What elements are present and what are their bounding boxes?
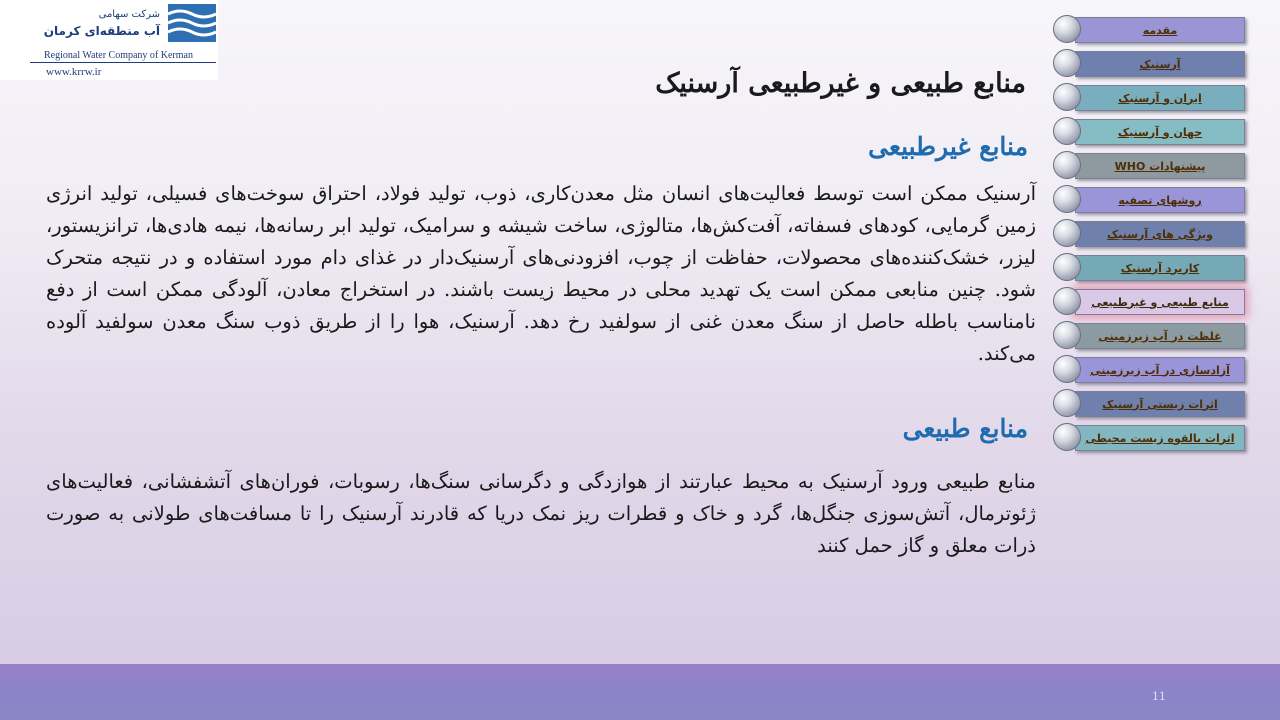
menu-item-label: منابع طبیعی و غیرطبیعی (1091, 295, 1229, 309)
menu-item-bar[interactable] (1075, 289, 1245, 315)
sphere-bullet-icon (1053, 83, 1081, 111)
menu-item[interactable] (1053, 321, 1248, 351)
sphere-bullet-icon (1053, 151, 1081, 179)
menu-item-bar[interactable] (1075, 255, 1245, 281)
section-heading-non-natural: منابع غیرطبیعی (868, 132, 1028, 161)
menu-item-bar[interactable] (1075, 323, 1245, 349)
menu-item-label: پیشنهادات WHO (1114, 159, 1206, 173)
menu-item-bar[interactable] (1075, 425, 1245, 451)
sphere-bullet-icon (1053, 15, 1081, 43)
menu-item-bar[interactable] (1075, 187, 1245, 213)
menu-item[interactable] (1053, 151, 1248, 181)
logo-company-name-en: Regional Water Company of Kerman (44, 50, 193, 61)
menu-item-label: کاربرد آرسنیک (1120, 261, 1200, 275)
sphere-bullet-icon (1053, 287, 1081, 315)
logo-company-name-fa: آب منطقه‌ای کرمان (43, 24, 160, 38)
menu-item-label: ایران و آرسنیک (1118, 91, 1202, 105)
menu-item[interactable] (1053, 185, 1248, 215)
logo-divider (30, 62, 216, 63)
menu-item-label: آرسنیک (1139, 57, 1181, 71)
section-text-non-natural: آرسنیک ممکن است توسط فعالیت‌های انسان مثل معدن‌کاری، ذوب، تولید فولاد، احتراق سوخت‌های فسیلی، تولید انرژی زمین گرمایی، کودهای فسفاته، آفت‌کش‌ها، متالوژی، ساخت شیشه و سرامیک، تولید ابر رسانه‌ها، نیمه هادی‌ها، ترانزیستور، لیزر، خشک‌کننده‌های محصولات، حفاظت از چوب، افزودنی‌های آرسنیک‌دار در غذای دام مورد استفاده و در نتیجه متحرک شود. چنین منابعی ممکن است یک تهدید محلی در محیط زیست باشند. در استخراج معادن، آلودگی ممکن است از دفع نامناسب باطله حاصل از سنگ معدن غنی از سولفید رخ دهد. آرسنیک، هوا را از طریق ذوب سنگ معدن سولفید آلوده می‌کند. (46, 182, 1036, 365)
sphere-bullet-icon (1053, 185, 1081, 213)
section-heading-natural: منابع طبیعی (902, 414, 1028, 443)
sphere-bullet-icon (1053, 117, 1081, 145)
menu-item[interactable] (1053, 423, 1248, 453)
menu-item-label: غلظت در آب زیرزمینی (1098, 329, 1222, 343)
menu-item-bar[interactable] (1075, 221, 1245, 247)
sphere-bullet-icon (1053, 389, 1081, 417)
menu-item[interactable] (1053, 117, 1248, 147)
sphere-bullet-icon (1053, 423, 1081, 451)
menu-item-bar[interactable] (1075, 85, 1245, 111)
menu-item-label: ویژگی های آرسنیک (1107, 227, 1213, 241)
water-waves-icon (168, 4, 216, 42)
menu-item[interactable] (1053, 287, 1248, 317)
menu-item-label: جهان و آرسنیک (1117, 125, 1203, 139)
menu-item-label: روشهای تصفیه (1118, 193, 1202, 207)
menu-item-bar[interactable] (1075, 119, 1245, 145)
page-title: منابع طبیعی و غیرطبیعی آرسنیک (655, 68, 1026, 99)
menu-item-bar[interactable] (1075, 391, 1245, 417)
footer-bar (0, 664, 1280, 720)
menu-item-label: آزادسازی در آب زیرزمینی (1090, 363, 1230, 377)
menu-item-label: اثرات بالقوه زیست محیطی (1085, 431, 1235, 445)
menu-item-label: مقدمه (1142, 23, 1178, 37)
sphere-bullet-icon (1053, 49, 1081, 77)
sphere-bullet-icon (1053, 321, 1081, 349)
menu-item[interactable] (1053, 15, 1248, 45)
menu-item-bar[interactable] (1075, 17, 1245, 43)
page-number: 11 (1152, 690, 1166, 703)
menu-item[interactable] (1053, 219, 1248, 249)
logo-company-type: شرکت سهامی (98, 9, 160, 20)
menu-item[interactable] (1053, 355, 1248, 385)
menu-item[interactable] (1053, 49, 1248, 79)
company-logo (0, 0, 218, 80)
sphere-bullet-icon (1053, 219, 1081, 247)
sphere-bullet-icon (1053, 253, 1081, 281)
menu-item[interactable] (1053, 253, 1248, 283)
menu-item-label: اثرات زیستی آرسنیک (1102, 397, 1218, 411)
menu-item-bar[interactable] (1075, 153, 1245, 179)
menu-item[interactable] (1053, 83, 1248, 113)
section-text-natural: منابع طبیعی ورود آرسنیک به محیط عبارتند از هوازدگی و دگرسانی سنگ‌ها، رسوبات، فوران‌های آتشفشانی، فعالیت‌های ژئوترمال، آتش‌سوزی جنگل‌ها، گرد و خاک و قطرات ریز نمک دریا که قادرند آرسنیک را تا مسافت‌های طولانی به صورت ذرات معلق و گاز حمل کنند (46, 470, 1036, 557)
menu-item-bar[interactable] (1075, 51, 1245, 77)
menu-item[interactable] (1053, 389, 1248, 419)
logo-url: www.krrw.ir (46, 66, 102, 78)
menu-item-bar[interactable] (1075, 357, 1245, 383)
sphere-bullet-icon (1053, 355, 1081, 383)
